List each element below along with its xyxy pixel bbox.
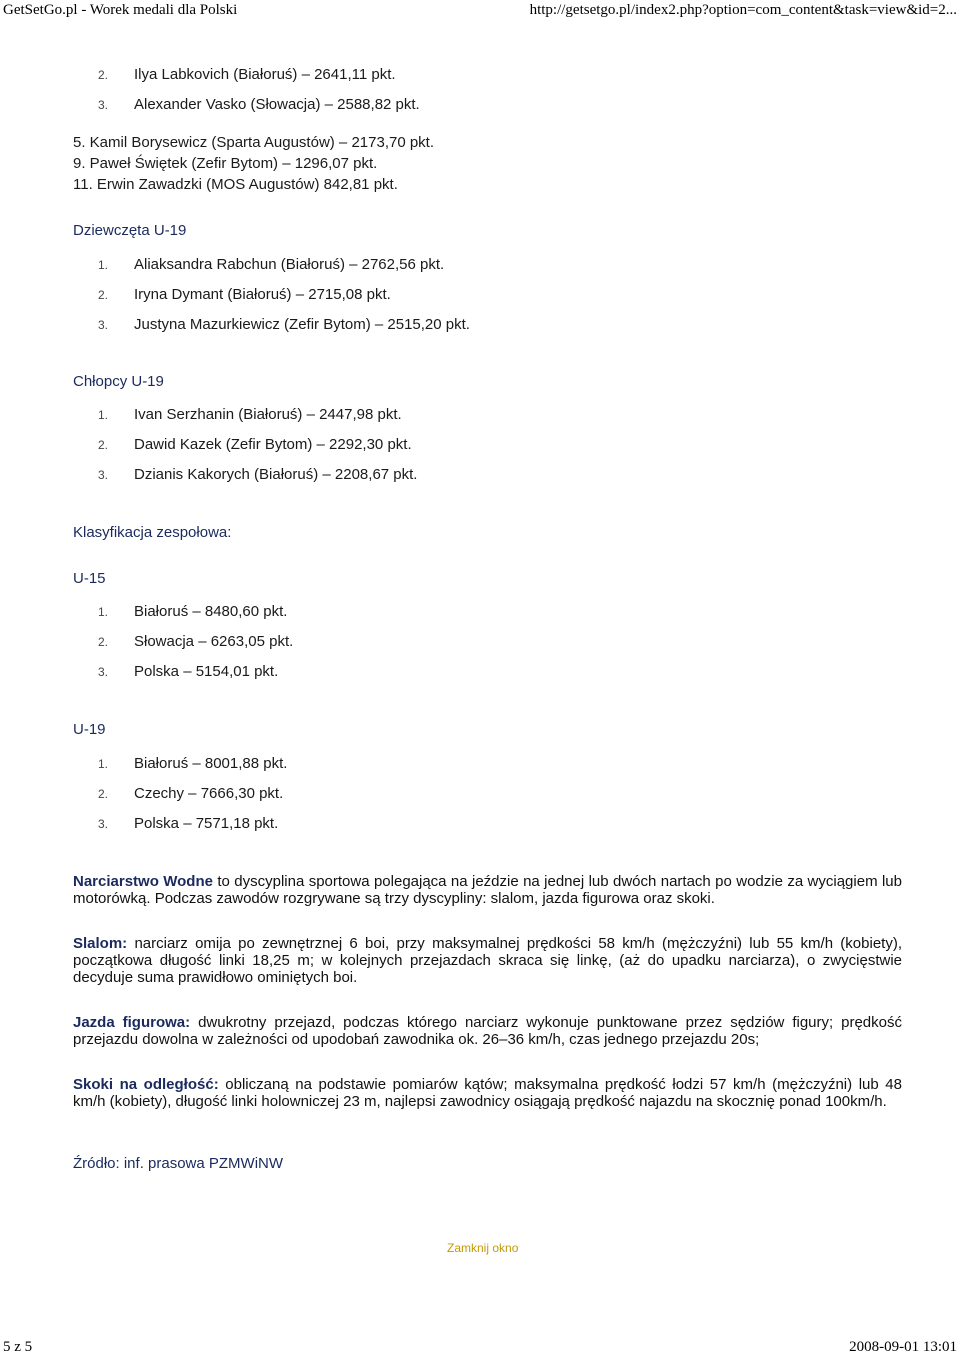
list-number: 1.: [98, 757, 109, 771]
skoki-paragraph: [73, 1076, 902, 1110]
result-line: 11. Erwin Zawadzki (MOS Augustów) 842,81 pkt.: [73, 176, 398, 193]
list-item: [98, 603, 287, 621]
page-counter: 5 z 5: [3, 1339, 33, 1355]
list-number: 2.: [98, 288, 109, 302]
subheading-u15: U-15: [73, 570, 106, 587]
list-number: 3.: [98, 98, 109, 112]
browser-page-url: http://getsetgo.pl/index2.php?option=com_content&task=view&id=2...: [529, 2, 957, 18]
list-item: [98, 755, 287, 773]
list-number: 2.: [98, 68, 109, 82]
intro-paragraph: [73, 873, 902, 907]
list-text: Iryna Dymant (Białoruś) – 2715,08 pkt.: [134, 286, 391, 303]
list-text: Dawid Kazek (Zefir Bytom) – 2292,30 pkt.: [134, 436, 412, 453]
list-item: [98, 316, 470, 334]
list-text: Alexander Vasko (Słowacja) – 2588,82 pkt.: [134, 96, 420, 113]
slalom-term: Slalom:: [73, 935, 128, 952]
list-text: Czechy – 7666,30 pkt.: [134, 785, 284, 802]
list-number: 2.: [98, 787, 109, 801]
list-item: [98, 466, 417, 484]
list-number: 3.: [98, 468, 109, 482]
section-heading-boys: Chłopcy U-19: [73, 373, 164, 390]
skoki-term: Skoki na odległość:: [73, 1076, 219, 1093]
list-number: 2.: [98, 438, 109, 452]
list-number: 1.: [98, 258, 109, 272]
list-text: Ivan Serzhanin (Białoruś) – 2447,98 pkt.: [134, 406, 402, 423]
list-number: 3.: [98, 665, 109, 679]
list-text: Słowacja – 6263,05 pkt.: [134, 633, 294, 650]
subheading-u19: U-19: [73, 721, 106, 738]
list-item: [98, 256, 444, 274]
section-heading-team: Klasyfikacja zespołowa:: [73, 524, 232, 541]
result-line: 5. Kamil Borysewicz (Sparta Augustów) – 2173,70 pkt.: [73, 134, 435, 151]
intro-term: Narciarstwo Wodne: [73, 873, 213, 890]
print-timestamp: 2008-09-01 13:01: [849, 1339, 957, 1355]
list-item: [98, 633, 293, 651]
list-text: Białoruś – 8480,60 pkt.: [134, 603, 288, 620]
result-line: 9. Paweł Świętek (Zefir Bytom) – 1296,07 pkt.: [73, 155, 378, 172]
close-window-link[interactable]: Zamknij okno: [447, 1241, 519, 1255]
list-item: [98, 66, 396, 84]
slalom-text: narciarz omija po zewnętrznej 6 boi, przy maksymalnej prędkości 58 km/h (mężczyźni) lub 55 km/h (kobiety), początkowa długość linki 18,25 m; w kolejnych przejazdach skraca się linkę, (aż do upadku narciarza), o zwycięstwie decyduje suma prawidłowo ominiętych boi.: [73, 935, 902, 986]
jazda-term: Jazda figurowa:: [73, 1014, 191, 1031]
list-item: [98, 785, 283, 803]
list-text: Aliaksandra Rabchun (Białoruś) – 2762,56 pkt.: [134, 256, 445, 273]
list-text: Justyna Mazurkiewicz (Zefir Bytom) – 2515,20 pkt.: [134, 316, 470, 333]
list-number: 3.: [98, 318, 109, 332]
list-item: [98, 406, 402, 424]
skoki-text: obliczaną na podstawie pomiarów kątów; maksymalna prędkość łodzi 57 km/h (mężczyźni) lub 48 km/h (kobiety), długość linki holowniczej 23 m, najlepsi zawodnicy osiągają prędkość najazdu na skocznię ponad 100km/h.: [73, 1076, 902, 1110]
list-text: Polska – 7571,18 pkt.: [134, 815, 279, 832]
intro-text: to dyscyplina sportowa polegająca na jeździe na jednej lub dwóch nartach po wodzie za wyciągiem lub motorówką. Podczas zawodów rozgrywane są trzy dyscypliny: slalom, jazda figurowa oraz skoki.: [73, 873, 902, 907]
list-text: Polska – 5154,01 pkt.: [134, 663, 279, 680]
jazda-paragraph: [73, 1014, 902, 1048]
list-item: [98, 96, 420, 114]
jazda-text: dwukrotny przejazd, podczas którego narciarz wykonuje punktowane przez sędziów figury; prędkość przejazdu dowolna w zależności od upodobań zawodnika ok. 26–36 km/h, czas jednego przejazdu 20s;: [73, 1014, 902, 1048]
list-item: [98, 815, 278, 833]
slalom-paragraph: [73, 935, 902, 986]
list-number: 3.: [98, 817, 109, 831]
section-heading-girls: Dziewczęta U-19: [73, 222, 187, 239]
list-item: [98, 663, 278, 681]
source-note: Źródło: inf. prasowa PZMWiNW: [73, 1155, 284, 1172]
list-item: [98, 436, 412, 454]
browser-page-title: GetSetGo.pl - Worek medali dla Polski: [3, 2, 238, 18]
list-number: 1.: [98, 408, 109, 422]
list-text: Ilya Labkovich (Białoruś) – 2641,11 pkt.: [134, 66, 396, 83]
list-number: 2.: [98, 635, 109, 649]
list-text: Białoruś – 8001,88 pkt.: [134, 755, 288, 772]
list-number: 1.: [98, 605, 109, 619]
list-text: Dzianis Kakorych (Białoruś) – 2208,67 pkt.: [134, 466, 418, 483]
list-item: [98, 286, 391, 304]
